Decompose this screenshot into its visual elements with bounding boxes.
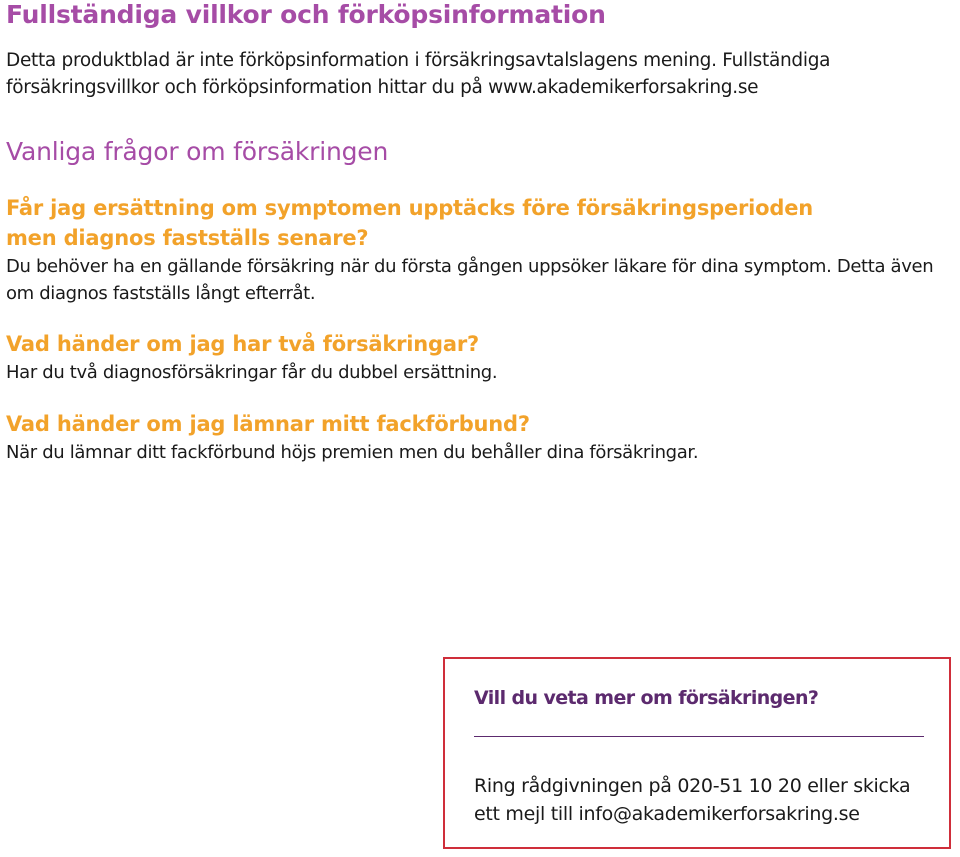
faq-question: Vad händer om jag har två försäkringar? (6, 332, 479, 356)
faq-item (6, 329, 946, 386)
faq-answer: När du lämnar ditt fackförbund höjs premien men du behåller dina försäkringar. (6, 442, 699, 463)
faq-heading: Vanliga frågor om försäkringen (6, 137, 389, 166)
faq-answer: Du behöver ha en gällande försäkring när du första gången uppsöker läkare för dina symptom. Detta även om diagnos fastställs långt efterråt. (6, 256, 934, 304)
faq-question: Vad händer om jag lämnar mitt fackförbund? (6, 412, 530, 436)
info-box-divider (474, 736, 924, 737)
terms-heading: Fullständiga villkor och förköpsinformation (6, 0, 606, 29)
info-box-contact-text: Ring rådgivningen på 020-51 10 20 eller skicka ett mejl till info@akademikerforsakring.se (474, 775, 911, 825)
faq-item (6, 409, 946, 466)
info-box-title: Vill du veta mer om försäkringen? (474, 687, 819, 709)
faq-item (6, 193, 946, 307)
faq-answer: Har du två diagnosförsäkringar får du dubbel ersättning. (6, 362, 498, 383)
contact-info-box (443, 657, 951, 849)
intro-paragraph: Detta produktblad är inte förköpsinformation i försäkringsavtalslagens mening. Fullständiga försäkringsvillkor och förköpsinformation hittar du på www.akademikerforsakring.se (6, 50, 831, 98)
faq-question: Får jag ersättning om symptomen upptäcks före försäkringsperioden men diagnos fastställs senare? (6, 196, 814, 250)
intro-section (6, 47, 906, 101)
